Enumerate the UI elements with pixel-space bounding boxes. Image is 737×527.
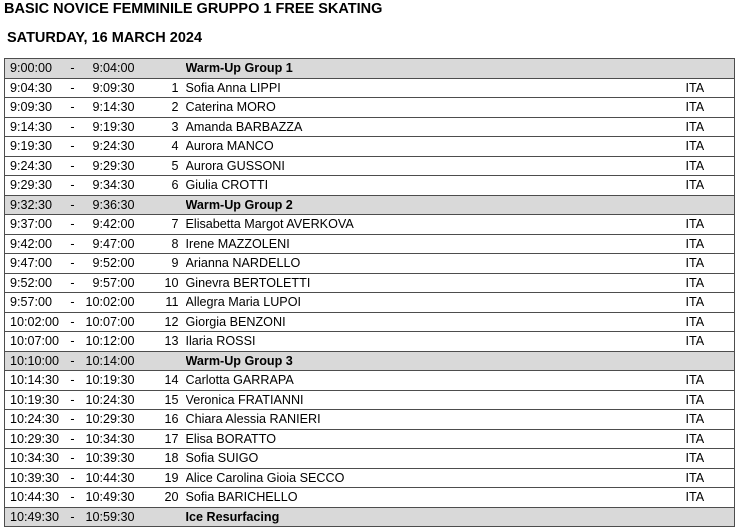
starting-number [139, 507, 186, 527]
start-time: 9:52:00 [5, 273, 65, 293]
end-time: 10:34:30 [81, 429, 139, 449]
starting-number: 5 [139, 156, 186, 176]
schedule-body [5, 59, 735, 527]
starting-number: 3 [139, 117, 186, 137]
starting-number: 19 [139, 468, 186, 488]
entry-name: Chiara Alessia RANIERI [186, 410, 686, 430]
starting-number [139, 195, 186, 215]
starting-number: 13 [139, 332, 186, 352]
entry-name: Arianna NARDELLO [186, 254, 686, 274]
end-time: 9:04:00 [81, 59, 139, 79]
starting-number [139, 59, 186, 79]
time-separator: - [65, 78, 81, 98]
nation: ITA [686, 98, 735, 118]
table-row [5, 410, 735, 430]
end-time: 10:24:30 [81, 390, 139, 410]
event-date: SATURDAY, 16 MARCH 2024 [7, 30, 203, 46]
nation [686, 507, 735, 527]
entry-name: Warm-Up Group 1 [186, 59, 686, 79]
start-time: 10:49:30 [5, 507, 65, 527]
end-time: 10:07:00 [81, 312, 139, 332]
table-row [5, 312, 735, 332]
table-row [5, 449, 735, 469]
nation: ITA [686, 488, 735, 508]
entry-name: Alice Carolina Gioia SECCO [186, 468, 686, 488]
end-time: 9:09:30 [81, 78, 139, 98]
end-time: 10:02:00 [81, 293, 139, 313]
entry-name: Ice Resurfacing [186, 507, 686, 527]
starting-number: 15 [139, 390, 186, 410]
time-separator: - [65, 117, 81, 137]
end-time: 10:29:30 [81, 410, 139, 430]
time-separator: - [65, 507, 81, 527]
nation [686, 59, 735, 79]
table-row [5, 332, 735, 352]
entry-name: Elisabetta Margot AVERKOVA [186, 215, 686, 235]
start-time: 9:19:30 [5, 137, 65, 157]
time-separator: - [65, 156, 81, 176]
time-separator: - [65, 254, 81, 274]
nation: ITA [686, 117, 735, 137]
time-separator: - [65, 429, 81, 449]
starting-number: 17 [139, 429, 186, 449]
entry-name: Elisa BORATTO [186, 429, 686, 449]
starting-number: 1 [139, 78, 186, 98]
group-row [5, 59, 735, 79]
entry-name: Veronica FRATIANNI [186, 390, 686, 410]
end-time: 9:47:00 [81, 234, 139, 254]
table-row [5, 78, 735, 98]
end-time: 9:36:30 [81, 195, 139, 215]
nation: ITA [686, 254, 735, 274]
entry-name: Sofia BARICHELLO [186, 488, 686, 508]
starting-number: 11 [139, 293, 186, 313]
entry-name: Caterina MORO [186, 98, 686, 118]
nation [686, 195, 735, 215]
table-row [5, 234, 735, 254]
end-time: 9:19:30 [81, 117, 139, 137]
table-row [5, 293, 735, 313]
start-time: 9:32:30 [5, 195, 65, 215]
page-title: BASIC NOVICE FEMMINILE GRUPPO 1 FREE SKATING [4, 1, 383, 17]
nation: ITA [686, 234, 735, 254]
start-time: 10:02:00 [5, 312, 65, 332]
nation: ITA [686, 273, 735, 293]
end-time: 10:59:30 [81, 507, 139, 527]
time-separator: - [65, 449, 81, 469]
end-time: 10:14:00 [81, 351, 139, 371]
starting-number: 18 [139, 449, 186, 469]
entry-name: Ginevra BERTOLETTI [186, 273, 686, 293]
start-time: 9:24:30 [5, 156, 65, 176]
starting-number: 9 [139, 254, 186, 274]
start-time: 10:07:00 [5, 332, 65, 352]
start-time: 9:47:00 [5, 254, 65, 274]
table-row [5, 273, 735, 293]
end-time: 9:57:00 [81, 273, 139, 293]
time-separator: - [65, 234, 81, 254]
table-row [5, 176, 735, 196]
group-row [5, 195, 735, 215]
nation: ITA [686, 312, 735, 332]
group-row [5, 507, 735, 527]
start-time: 10:14:30 [5, 371, 65, 391]
start-time: 9:37:00 [5, 215, 65, 235]
end-time: 10:39:30 [81, 449, 139, 469]
end-time: 10:44:30 [81, 468, 139, 488]
time-separator: - [65, 468, 81, 488]
start-time: 9:04:30 [5, 78, 65, 98]
entry-name: Carlotta GARRAPA [186, 371, 686, 391]
time-separator: - [65, 98, 81, 118]
time-separator: - [65, 371, 81, 391]
nation [686, 351, 735, 371]
entry-name: Sofia SUIGO [186, 449, 686, 469]
starting-number: 2 [139, 98, 186, 118]
table-row [5, 390, 735, 410]
time-separator: - [65, 215, 81, 235]
start-time: 10:44:30 [5, 488, 65, 508]
time-separator: - [65, 59, 81, 79]
starting-number: 8 [139, 234, 186, 254]
time-separator: - [65, 332, 81, 352]
starting-number: 7 [139, 215, 186, 235]
time-separator: - [65, 293, 81, 313]
table-row [5, 371, 735, 391]
end-time: 9:52:00 [81, 254, 139, 274]
start-time: 9:29:30 [5, 176, 65, 196]
end-time: 10:12:00 [81, 332, 139, 352]
table-row [5, 429, 735, 449]
starting-number: 20 [139, 488, 186, 508]
table-row [5, 215, 735, 235]
table-row [5, 117, 735, 137]
starting-number: 16 [139, 410, 186, 430]
entry-name: Irene MAZZOLENI [186, 234, 686, 254]
time-separator: - [65, 176, 81, 196]
table-row [5, 156, 735, 176]
start-time: 9:00:00 [5, 59, 65, 79]
starting-number: 12 [139, 312, 186, 332]
nation: ITA [686, 332, 735, 352]
end-time: 10:49:30 [81, 488, 139, 508]
time-separator: - [65, 312, 81, 332]
end-time: 9:29:30 [81, 156, 139, 176]
entry-name: Amanda BARBAZZA [186, 117, 686, 137]
time-separator: - [65, 195, 81, 215]
start-time: 10:19:30 [5, 390, 65, 410]
start-time: 10:24:30 [5, 410, 65, 430]
entry-name: Ilaria ROSSI [186, 332, 686, 352]
nation: ITA [686, 293, 735, 313]
starting-number: 4 [139, 137, 186, 157]
table-row [5, 254, 735, 274]
end-time: 9:24:30 [81, 137, 139, 157]
time-separator: - [65, 410, 81, 430]
table-row [5, 137, 735, 157]
entry-name: Warm-Up Group 3 [186, 351, 686, 371]
nation: ITA [686, 215, 735, 235]
time-separator: - [65, 488, 81, 508]
start-time: 9:09:30 [5, 98, 65, 118]
end-time: 10:19:30 [81, 371, 139, 391]
nation: ITA [686, 78, 735, 98]
entry-name: Allegra Maria LUPOI [186, 293, 686, 313]
nation: ITA [686, 449, 735, 469]
starting-number [139, 351, 186, 371]
entry-name: Giulia CROTTI [186, 176, 686, 196]
start-time: 10:29:30 [5, 429, 65, 449]
nation: ITA [686, 390, 735, 410]
nation: ITA [686, 429, 735, 449]
start-time: 10:39:30 [5, 468, 65, 488]
entry-name: Aurora GUSSONI [186, 156, 686, 176]
table-row [5, 98, 735, 118]
time-separator: - [65, 390, 81, 410]
time-separator: - [65, 137, 81, 157]
entry-name: Giorgia BENZONI [186, 312, 686, 332]
nation: ITA [686, 468, 735, 488]
time-separator: - [65, 273, 81, 293]
nation: ITA [686, 410, 735, 430]
start-time: 9:14:30 [5, 117, 65, 137]
start-time: 9:57:00 [5, 293, 65, 313]
starting-number: 10 [139, 273, 186, 293]
nation: ITA [686, 176, 735, 196]
entry-name: Aurora MANCO [186, 137, 686, 157]
table-row [5, 488, 735, 508]
end-time: 9:42:00 [81, 215, 139, 235]
group-row [5, 351, 735, 371]
entry-name: Warm-Up Group 2 [186, 195, 686, 215]
time-separator: - [65, 351, 81, 371]
table-row [5, 468, 735, 488]
starting-number: 14 [139, 371, 186, 391]
start-time: 10:10:00 [5, 351, 65, 371]
end-time: 9:14:30 [81, 98, 139, 118]
schedule-table [4, 58, 735, 527]
start-time: 10:34:30 [5, 449, 65, 469]
end-time: 9:34:30 [81, 176, 139, 196]
nation: ITA [686, 156, 735, 176]
nation: ITA [686, 137, 735, 157]
start-time: 9:42:00 [5, 234, 65, 254]
starting-number: 6 [139, 176, 186, 196]
nation: ITA [686, 371, 735, 391]
entry-name: Sofia Anna LIPPI [186, 78, 686, 98]
